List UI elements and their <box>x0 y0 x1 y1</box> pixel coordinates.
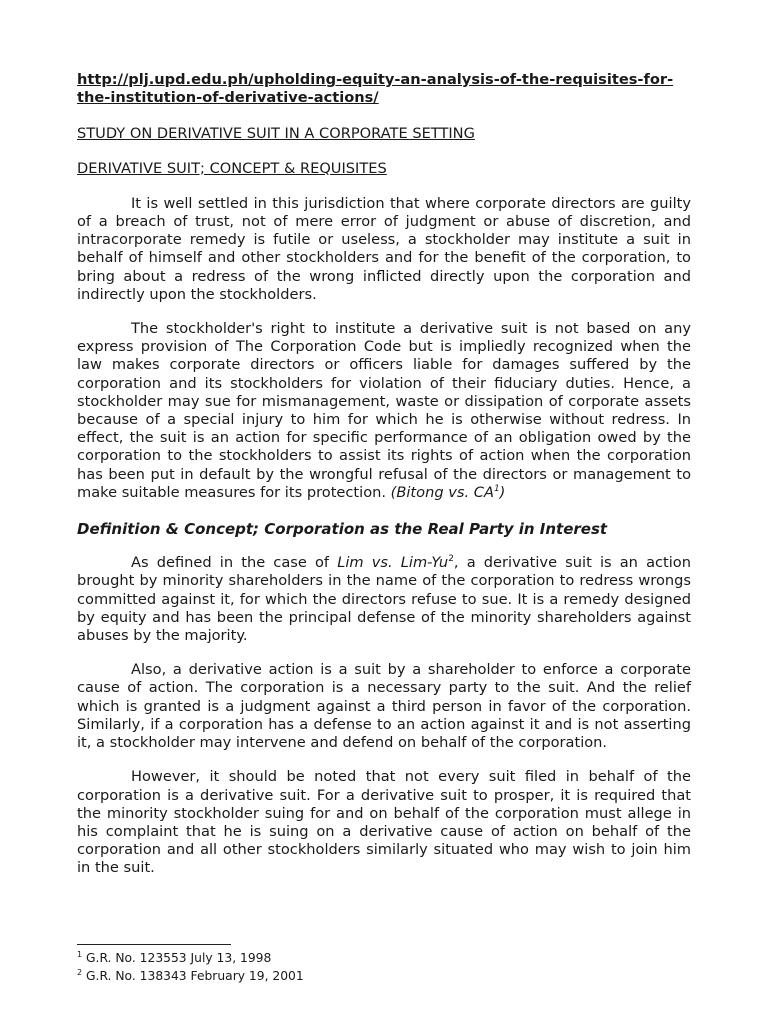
footnote-ref-2: 2 <box>448 554 454 565</box>
footnote-2: $^2$ G.R. No. 138343 February 19, 2001 <box>77 967 304 983</box>
document-page <box>77 71 691 878</box>
subheading: Definition & Concept; Corporation as the Real Party in Interest <box>77 520 608 539</box>
footnote-1: $^1$ G.R. No. 123553 July 13, 1998 <box>77 949 272 965</box>
paragraph-1: It is well settled in this jurisdiction that where corporate directors are guilty of a breach of trust, not of mere error of judgment or abuse of discretion, and intracorporate remedy is futile or useless, a stockholder may institute a suit in behalf of himself and other stockholders and for the benefit of the corporation, to bring about a redress of the wrong inflicted directly upon the corporation and indirectly upon the stockholders. <box>77 194 691 303</box>
bitong-citation: (Bitong vs. $CA^1$) <box>390 483 506 501</box>
paragraph-2-text: The stockholder's right to institute a derivative suit is not based on any express provision of The Corporation Code but is impliedly recognized when the law makes corporate directors or officers liable for damages suffered by the corporation and its stockholders for violation of their fiduciary duties. Hence, a stockholder may sue for mismanagement, waste or dissipation of corporate assets because of a special injury to him for which he is otherwise without redress. In effect, the suit is an action for specific performance of an obligation owed by the corporation to the stockholders to assist its rights of action when the corporation has been put in default by the wrongful refusal of the directors or management to make suitable measures for its protection. <box>77 320 691 501</box>
source-url-link[interactable]: http://plj.upd.edu.ph/upholding-equity-an-analysis-of-the-requisites-for-the-institution-of-derivative-actions/ <box>77 71 674 107</box>
document-title: STUDY ON DERIVATIVE SUIT IN A CORPORATE SETTING <box>77 125 475 143</box>
footnote-ref-1: 1 <box>493 484 500 494</box>
paragraph-2 <box>77 320 691 502</box>
paragraph-4: Also, a derivative action is a suit by a shareholder to enforce a corporate cause of action. The corporation is a necessary party to the suit. And the relief which is granted is a judgment against a third person in favor of the corporation. Similarly, if a corporation has a defense to an action against it and is not asserting it, a stockholder may intervene and defend on behalf of the corporation. <box>77 661 691 752</box>
section-heading: DERIVATIVE SUIT; CONCEPT & REQUISITES <box>77 159 387 177</box>
paragraph-3: As defined in the case of Lim vs. Lim-Yu$^2$, a derivative suit is an action brought by minority shareholders in the name of the corporation to redress wrongs committed against it, for which the directors refuse to sue. It is a remedy designed by equity and has been the principal defense of the minority shareholders against abuses by the majority. <box>77 554 691 645</box>
lim-case-name: Lim vs. Lim-Yu <box>337 554 449 572</box>
footnote-divider <box>77 944 231 945</box>
footnotes <box>77 949 304 985</box>
paragraph-5: However, it should be noted that not every suit filed in behalf of the corporation is a derivative suit. For a derivative suit to prosper, it is required that the minority stockholder suing for and on behalf of the corporation must allege in his complaint that he is suing on a derivative cause of action on behalf of the corporation and all other stockholders similarly situated who may wish to join him in the suit. <box>77 768 691 877</box>
